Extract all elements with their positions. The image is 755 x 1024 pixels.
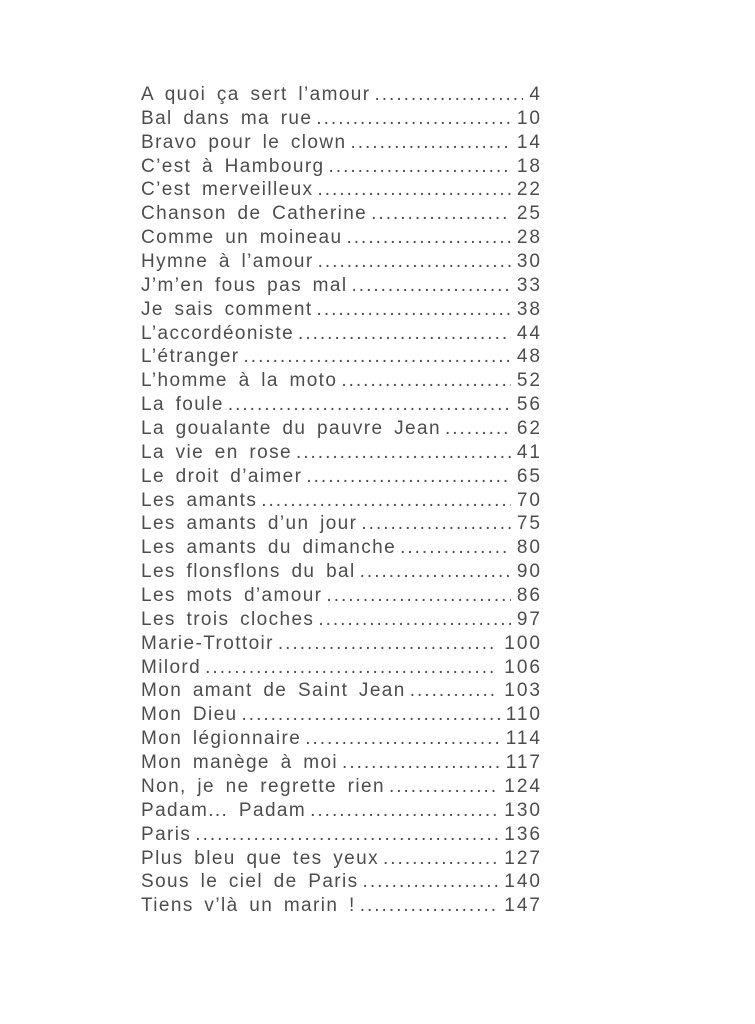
page-number: 14 <box>516 131 542 153</box>
dot-leader <box>389 775 498 799</box>
song-title: L’accordéoniste <box>141 322 295 344</box>
toc-entry-row <box>141 298 542 322</box>
dot-leader <box>318 608 511 632</box>
page-number: 41 <box>516 441 542 463</box>
song-title: Chanson de Catherine <box>141 203 368 225</box>
page-number: 44 <box>516 322 542 344</box>
dot-leader <box>205 656 498 680</box>
dot-leader <box>326 584 510 608</box>
song-title: Bravo pour le clown <box>141 131 347 153</box>
song-title: Mon légionnaire <box>141 728 302 750</box>
page-number: 4 <box>529 84 542 105</box>
page-number: 97 <box>516 608 542 630</box>
song-title: Mon Dieu <box>141 704 238 726</box>
page-number: 86 <box>516 585 542 607</box>
song-title: Les mots d’amour <box>141 585 323 607</box>
toc-entry-row <box>141 679 542 703</box>
song-title: Bal dans ma rue <box>141 107 313 129</box>
page-number: 62 <box>516 418 542 440</box>
toc-entry-row <box>141 250 542 274</box>
page-number: 28 <box>516 227 542 249</box>
page-number: 127 <box>504 847 542 869</box>
dot-leader <box>244 345 511 369</box>
page-number: 147 <box>504 895 542 917</box>
toc-entry-row <box>141 345 542 369</box>
song-title: Le droit d’aimer <box>141 465 303 487</box>
toc-list <box>141 83 542 918</box>
page-number: 80 <box>516 537 542 559</box>
dot-leader <box>360 560 511 584</box>
dot-leader <box>316 107 511 131</box>
page-number: 114 <box>505 728 542 750</box>
song-title: Mon manège à moi <box>141 752 339 774</box>
page-number: 33 <box>516 274 542 296</box>
song-title: Hymne à l’amour <box>141 251 314 273</box>
song-title: Tiens v’là un marin ! <box>141 895 356 917</box>
page-number: 48 <box>516 346 542 368</box>
dot-leader <box>361 512 510 536</box>
song-title: C’est merveilleux <box>141 179 314 201</box>
page-number: 130 <box>504 799 542 821</box>
toc-entry-row <box>141 226 542 250</box>
toc-entry-row <box>141 894 542 918</box>
song-title: Les trois cloches <box>141 608 315 630</box>
toc-entry-row <box>141 417 542 441</box>
toc-entry-row <box>141 584 542 608</box>
toc-entry-row <box>141 512 542 536</box>
song-title: L’homme à la moto <box>141 370 338 392</box>
dot-leader <box>445 417 511 441</box>
page-number: 103 <box>504 680 542 702</box>
page-number: 56 <box>516 394 542 416</box>
toc-entry-row <box>141 107 542 131</box>
dot-leader <box>400 536 511 560</box>
page-number: 106 <box>504 656 542 678</box>
page-number: 110 <box>505 704 542 726</box>
page-number: 117 <box>505 752 542 774</box>
page-number: 25 <box>516 203 542 225</box>
page-number: 22 <box>516 179 542 201</box>
song-title: Je sais comment <box>141 298 313 320</box>
page-number: 124 <box>504 775 542 797</box>
toc-entry-row <box>141 441 542 465</box>
song-title: Les amants <box>141 489 258 511</box>
toc-entry-row <box>141 274 542 298</box>
page-number: 136 <box>504 823 542 845</box>
dot-leader <box>310 799 498 823</box>
dot-leader <box>278 632 498 656</box>
page-number: 100 <box>504 632 542 654</box>
toc-entry-row <box>141 775 542 799</box>
song-title: Milord <box>141 656 202 678</box>
toc-entry-row <box>141 703 542 727</box>
dot-leader <box>371 202 511 226</box>
toc-entry-row <box>141 799 542 823</box>
toc-entry-row <box>141 155 542 179</box>
song-title: J’m’en fous pas mal <box>141 274 348 296</box>
song-title: Paris <box>141 823 192 845</box>
song-title: Comme un moineau <box>141 227 343 249</box>
page-number: 75 <box>516 513 542 535</box>
toc-entry-row <box>141 560 542 584</box>
song-title: Les flonsflons du bal <box>141 561 356 583</box>
toc-entry-row <box>141 632 542 656</box>
toc-entry-row <box>141 536 542 560</box>
toc-entry-row <box>141 870 542 894</box>
dot-leader <box>350 131 510 155</box>
dot-leader <box>346 226 510 250</box>
toc-entry-row <box>141 322 542 346</box>
song-title: A quoi ça sert l’amour <box>141 84 371 105</box>
dot-leader <box>410 679 499 703</box>
page-number: 140 <box>504 871 542 893</box>
toc-entry-row <box>141 656 542 680</box>
dot-leader <box>341 369 511 393</box>
dot-leader <box>296 441 511 465</box>
page-number: 70 <box>516 489 542 511</box>
song-title: Marie-Trottoir <box>141 632 274 654</box>
toc-entry-row <box>141 727 542 751</box>
dot-leader <box>298 322 511 346</box>
dot-leader <box>261 489 511 513</box>
song-title: Les amants du dimanche <box>141 537 397 559</box>
toc-entry-row <box>141 369 542 393</box>
page-number: 90 <box>516 561 542 583</box>
dot-leader <box>306 465 511 489</box>
song-title: La foule <box>141 394 224 416</box>
dot-leader <box>363 870 499 894</box>
dot-leader <box>317 298 511 322</box>
toc-entry-row <box>141 608 542 632</box>
dot-leader <box>195 823 498 847</box>
song-title: Les amants d’un jour <box>141 513 358 535</box>
toc-entry-row <box>141 393 542 417</box>
song-title: Padam... Padam <box>141 799 307 821</box>
dot-leader <box>352 274 511 298</box>
page-number: 18 <box>516 155 542 177</box>
page-number: 52 <box>516 370 542 392</box>
song-title: L’étranger <box>141 346 240 368</box>
dot-leader <box>242 703 500 727</box>
toc-entry-row <box>141 751 542 775</box>
dot-leader <box>383 847 498 871</box>
toc-entry-row <box>141 202 542 226</box>
toc-entry-row <box>141 178 542 202</box>
song-title: La vie en rose <box>141 441 292 463</box>
toc-entry-row <box>141 489 542 513</box>
page-number: 65 <box>516 465 542 487</box>
toc-entry-row <box>141 83 542 107</box>
dot-leader <box>317 178 510 202</box>
song-title: C’est à Hambourg <box>141 155 325 177</box>
dot-leader <box>228 393 511 417</box>
dot-leader <box>342 751 500 775</box>
song-title: Mon amant de Saint Jean <box>141 680 406 702</box>
song-title: Plus bleu que tes yeux <box>141 847 379 869</box>
dot-leader <box>329 155 511 179</box>
song-title: La goualante du pauvre Jean <box>141 418 441 440</box>
toc-entry-row <box>141 465 542 489</box>
dot-leader <box>360 894 499 918</box>
page-number: 10 <box>516 107 542 129</box>
toc-entry-row <box>141 823 542 847</box>
toc-entry-row <box>141 847 542 871</box>
toc-entry-row <box>141 131 542 155</box>
page-number: 30 <box>516 251 542 273</box>
page-number: 38 <box>516 298 542 320</box>
dot-leader <box>318 250 511 274</box>
dot-leader <box>305 727 500 751</box>
dot-leader <box>375 83 524 107</box>
song-title: Non, je ne regrette rien <box>141 775 385 797</box>
song-title: Sous le ciel de Paris <box>141 871 359 893</box>
